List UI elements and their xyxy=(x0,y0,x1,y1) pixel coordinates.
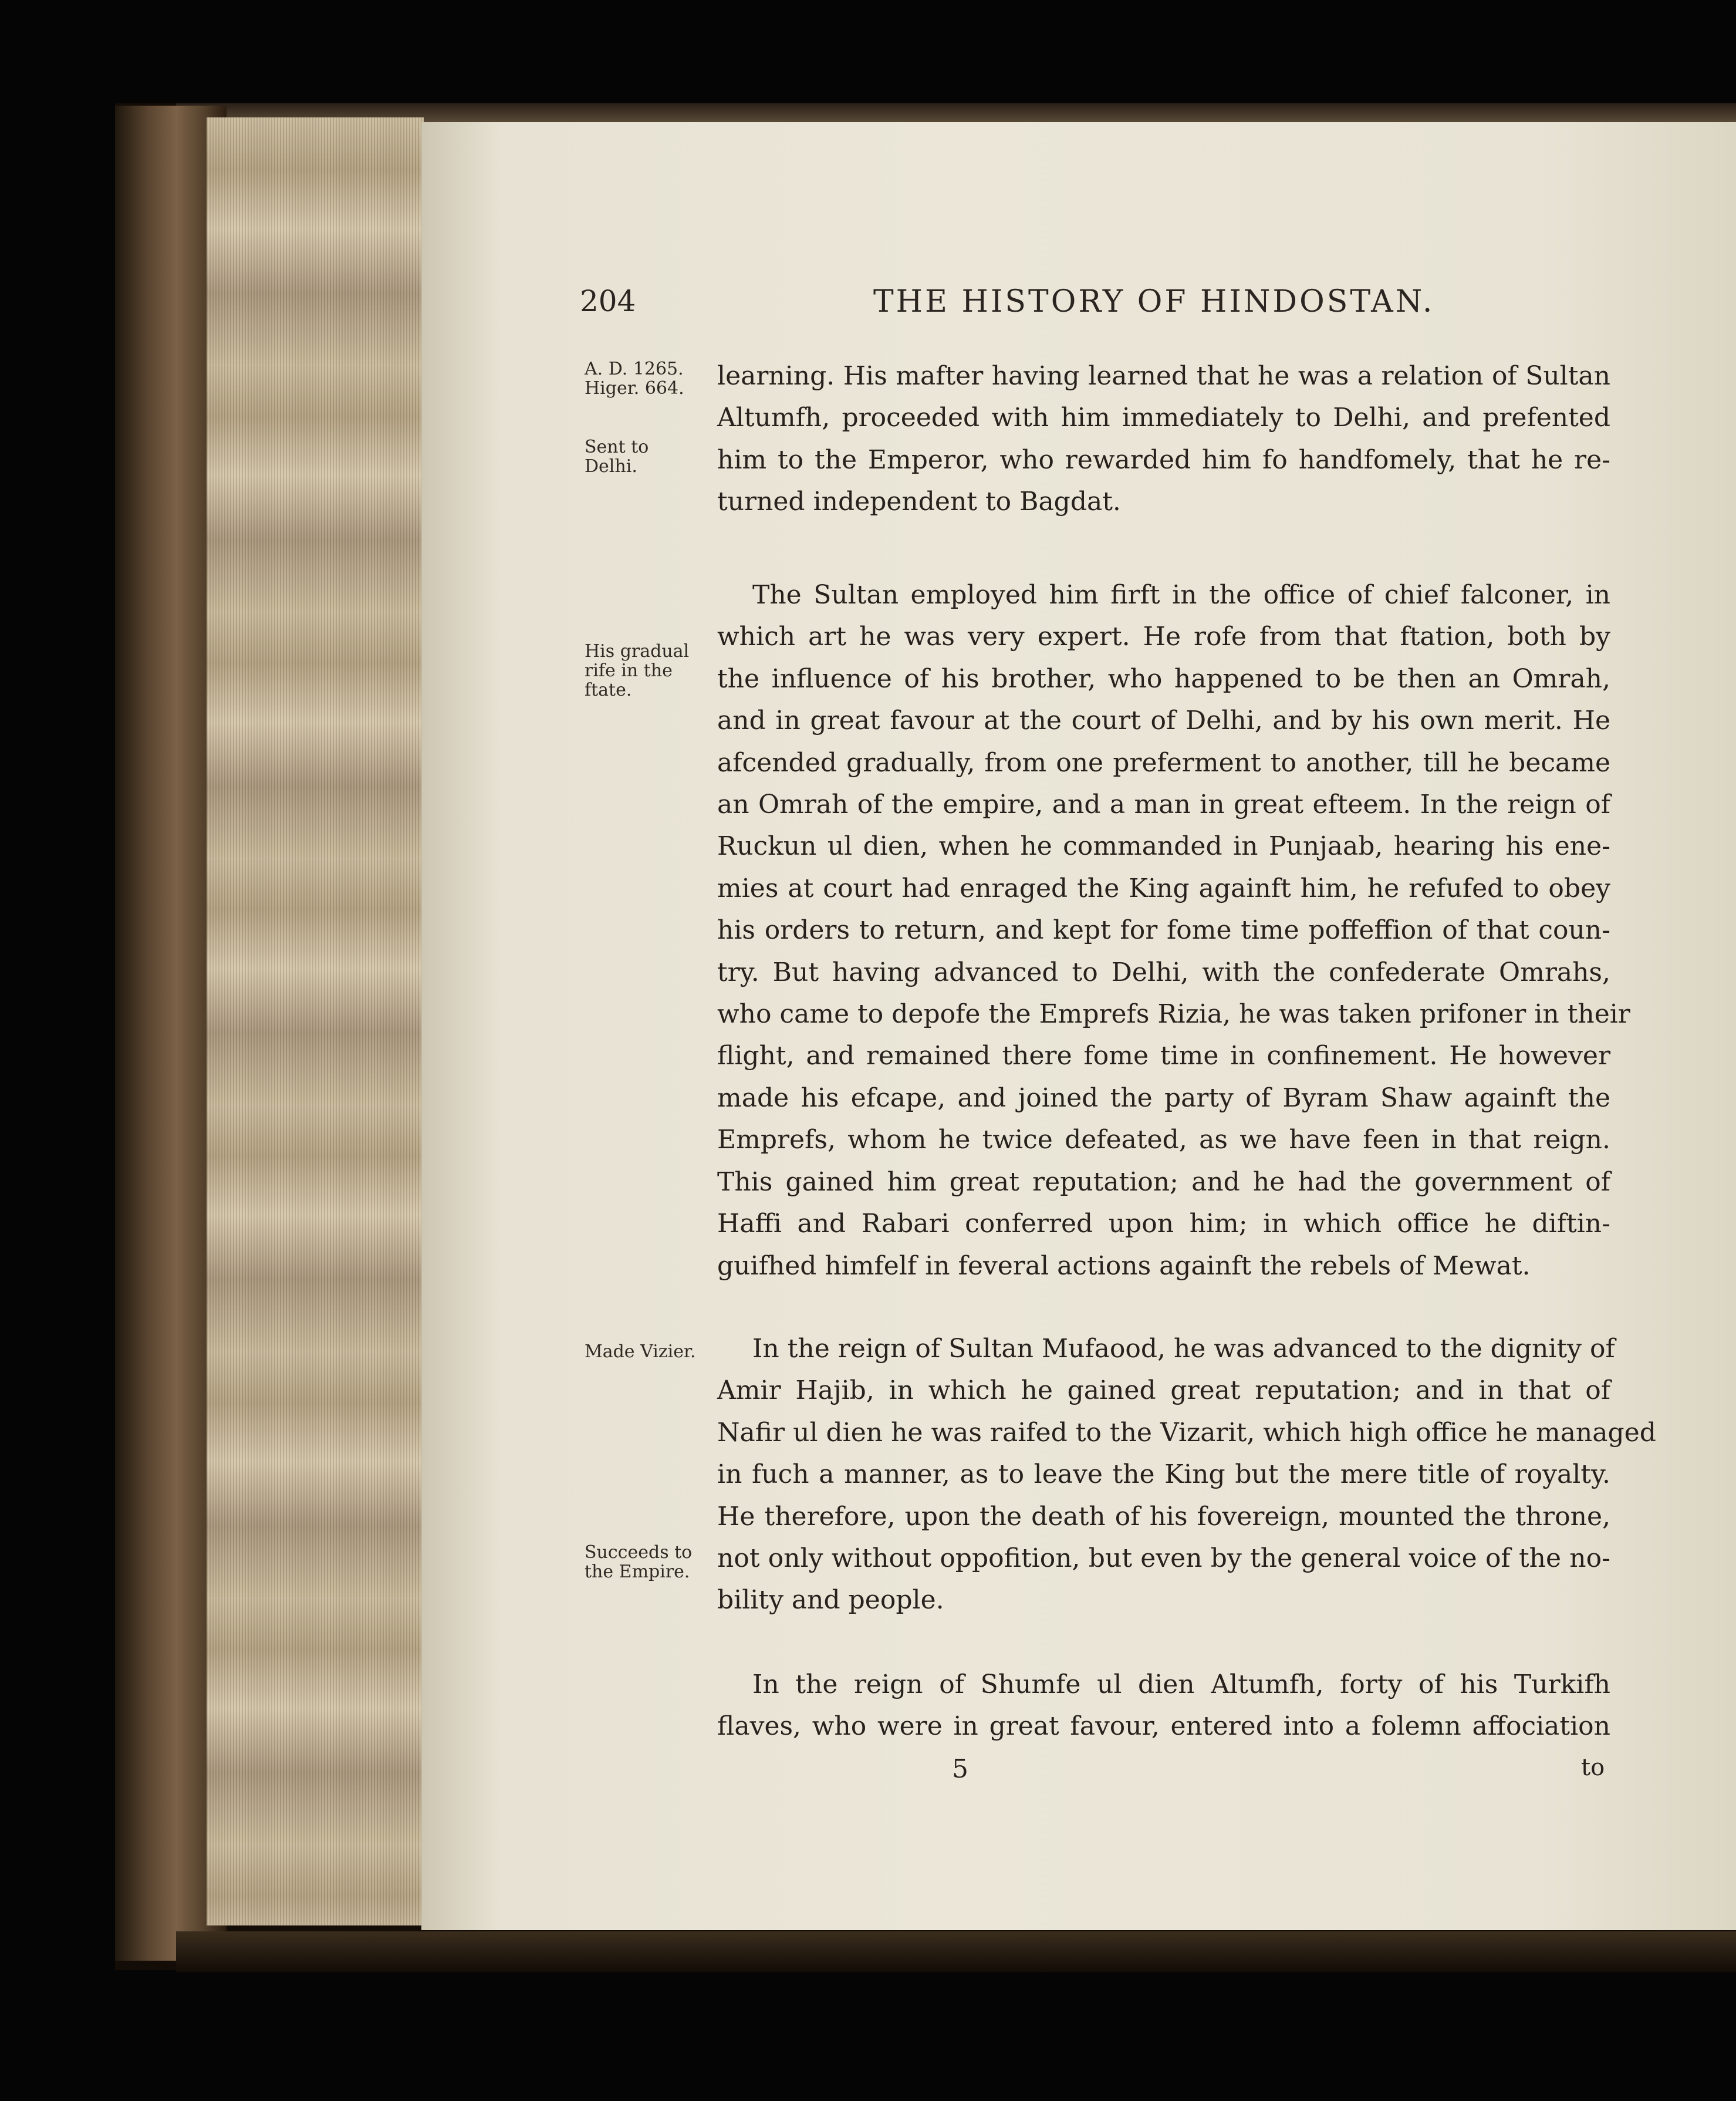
signature-mark: 5 xyxy=(952,1754,968,1784)
page-number: 204 xyxy=(580,284,636,318)
text-line: him to the Emperor, who rewarded him fo handfomely, that he re- xyxy=(717,444,1610,475)
margin-note-gradual-rise: His gradual rife in the ftate. xyxy=(585,641,690,700)
text-line: He therefore, upon the death of his fovereign, mounted the throne, xyxy=(717,1501,1610,1532)
text-line: Ruckun ul dien, when he commanded in Punjaab, hearing his ene- xyxy=(717,831,1610,862)
text-line: flaves, who were in great favour, entered into a folemn affociation xyxy=(717,1711,1610,1742)
text-line: flight, and remained there fome time in confinement. He however xyxy=(717,1041,1610,1071)
catchword: to xyxy=(1581,1754,1605,1781)
text-line: try. But having advanced to Delhi, with the confederate Omrahs, xyxy=(717,957,1610,987)
text-line: In the reign of Shumfe ul dien Altumfh, forty of his Turkifh xyxy=(752,1670,1610,1699)
text-line: Amir Hajib, in which he gained great reputation; and in that of xyxy=(717,1375,1610,1406)
book-cover-bottom xyxy=(176,1931,1736,1972)
text-line: mies at court had enraged the King againft him, he refufed to obey xyxy=(717,873,1610,903)
text-line: guifhed himfelf in feveral actions againft the rebels of Mewat. xyxy=(717,1250,1531,1281)
text-line: in fuch a manner, as to leave the King but the mere title of royalty. xyxy=(717,1459,1610,1490)
text-line: Nafir ul dien he was raifed to the Vizarit, which high office he managed xyxy=(717,1417,1656,1448)
page-edges xyxy=(207,117,424,1925)
text-line: the influence of his brother, who happened to be then an Omrah, xyxy=(717,663,1610,694)
running-title: THE HISTORY OF HINDOSTAN. xyxy=(873,284,1435,319)
paragraph-2 xyxy=(717,574,1630,1287)
margin-note-sent-to-delhi: Sent to Delhi. xyxy=(585,437,649,477)
text-line: which art he was very expert. He rofe from that ftation, both by xyxy=(717,622,1610,652)
paragraph-4 xyxy=(717,1664,1610,1748)
text-line: his orders to return, and kept for fome time poffeffion of that coun- xyxy=(717,915,1610,946)
margin-note-succeeds-empire: Succeeds to the Empire. xyxy=(585,1542,693,1582)
text-line: Haffi and Rabari conferred upon him; in which office he diftin- xyxy=(717,1209,1610,1239)
margin-note-date: A. D. 1265. Higer. 664. xyxy=(585,359,684,399)
text-line: and in great favour at the court of Delhi, and by his own merit. He xyxy=(717,706,1610,736)
text-line: who came to depofe the Emprefs Rizia, he was taken prifoner in their xyxy=(717,999,1630,1030)
text-line: afcended gradually, from one preferment to another, till he became xyxy=(717,747,1610,778)
paragraph-1 xyxy=(717,355,1610,523)
page-header xyxy=(580,284,1460,331)
text-line: The Sultan employed him firft in the office of chief falconer, in xyxy=(752,580,1610,610)
text-line: not only without oppofition, but even by the general voice of the no- xyxy=(717,1543,1610,1574)
margin-note-made-vizier: Made Vizier. xyxy=(585,1341,696,1362)
text-line: made his efcape, and joined the party of Byram Shaw againft the xyxy=(717,1082,1610,1113)
text-line: learning. His mafter having learned that he was a relation of Sultan xyxy=(717,361,1610,391)
paragraph-3 xyxy=(717,1328,1656,1621)
text-line: In the reign of Sultan Mufaood, he was advanced to the dignity of xyxy=(752,1334,1615,1364)
text-line: Emprefs, whom he twice defeated, as we have feen in that reign. xyxy=(717,1125,1610,1155)
text-line: Altumfh, proceeded with him immediately to Delhi, and prefented xyxy=(717,403,1610,433)
text-line: turned independent to Bagdat. xyxy=(717,487,1121,517)
text-line: bility and people. xyxy=(717,1585,944,1616)
text-line: This gained him great reputation; and he had the government of xyxy=(717,1166,1610,1197)
text-line: an Omrah of the empire, and a man in great efteem. In the reign of xyxy=(717,790,1610,820)
